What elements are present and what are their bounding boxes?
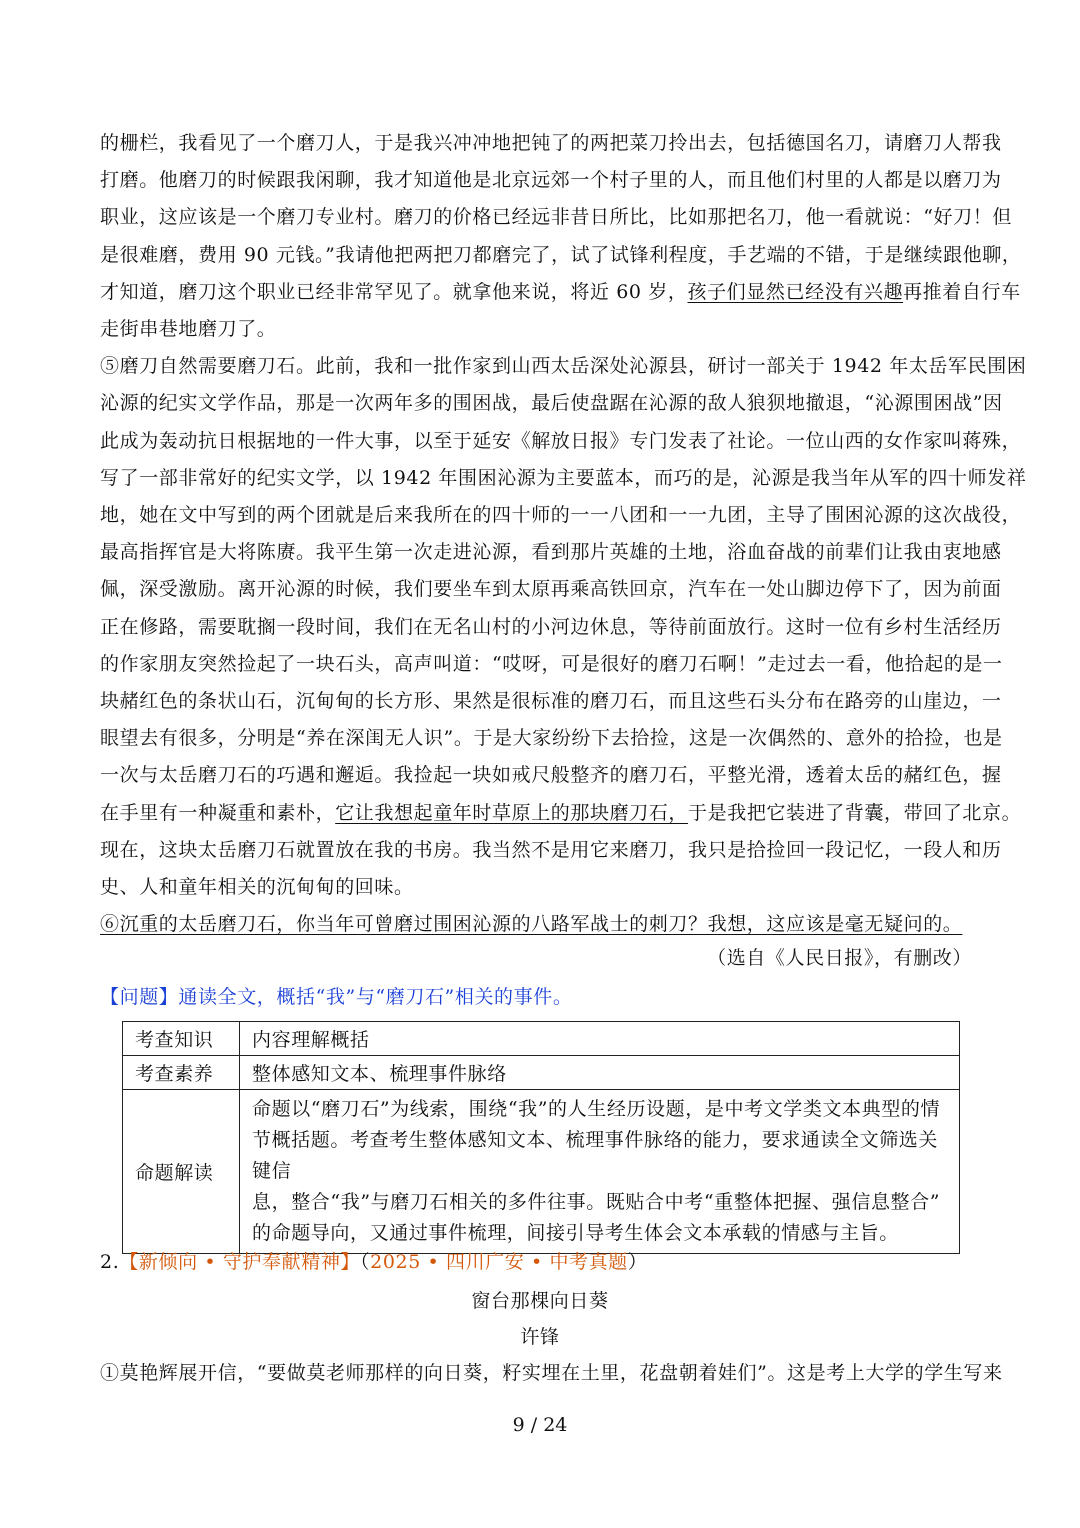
passage-line: 走街串巷地磨刀了。 (100, 318, 277, 340)
passage-line: 写了一部非常好的纪实文学，以 1942 年围困沁源为主要蓝本，而巧的是，沁源是我当年从军的四十师发祥 (100, 467, 1027, 489)
article-author: 许锋 (520, 1326, 560, 1348)
passage-line: 正在修路，需要耽搁一段时间，我们在无名山村的小河边休息，等待前面放行。这时一位有乡村生活经历 (100, 616, 1002, 638)
passage-line (100, 912, 980, 936)
passage-line: 史、人和童年相关的沉甸甸的回味。 (100, 876, 414, 898)
article-title: 窗台那棵向日葵 (471, 1290, 609, 1312)
passage-line: ⑤磨刀自然需要磨刀石。此前，我和一批作家到山西太岳深处沁源县，研讨一部关于 1942 年太岳军民围困 (100, 355, 1027, 377)
article-first-line: ①莫艳辉展开信，“要做莫老师那样的向日葵，籽实埋在土里，花盘朝着娃们”。这是考上大学的学生写来 (100, 1362, 1003, 1384)
passage-line: 打磨。他磨刀的时候跟我闲聊，我才知道他是北京远郊一个村子里的人，而且他们村里的人都是以磨刀为 (100, 169, 1002, 191)
table-key: 考查素养 (123, 1056, 240, 1090)
table-key: 考查知识 (123, 1022, 240, 1056)
table-row (123, 1090, 960, 1254)
passage-line: 最高指挥官是大将陈赓。我平生第一次走进沁源，看到那片英雄的土地，浴血奋战的前辈们让我由衷地感 (100, 541, 1002, 563)
page-number: 9 / 24 (512, 1414, 568, 1436)
table-key: 命题解读 (123, 1090, 240, 1254)
passage-line: 眼望去有很多，分明是“养在深闺无人识”。于是大家纷纷下去拾捡，这是一次偶然的、意外的拾捡，也是 (100, 727, 1003, 749)
passage-line: 一次与太岳磨刀石的巧遇和邂逅。我捡起一块如戒尺般整齐的磨刀石，平整光滑，透着太岳的赭红色，握 (100, 764, 1002, 786)
table-value-line: 的命题导向，又通过事件梳理，间接引导考生体会文本承载的情感与主旨。 (252, 1222, 899, 1244)
underlined-text: ⑥沉重的太岳磨刀石，你当年可曾磨过围困沁源的八路军战士的刺刀？我想，这应该是毫无疑问的。 (100, 913, 963, 935)
table-value-line: 节概括题。考查考生整体感知文本、梳理事件脉络的能力，要求通读全文筛选关键信 (252, 1129, 939, 1182)
passage-line: 此成为轰动抗日根据地的一件大事，以至于延安《解放日报》专门发表了社论。一位山西的女作家叫蒋殊， (100, 430, 1022, 452)
passage-text: 在手里有一种凝重和素朴， (100, 802, 336, 824)
section-tag: 【新倾向 • 守护奉献精神】 (119, 1251, 361, 1273)
underlined-text: 它让我想起童年时草原上的那块磨刀石， (335, 802, 689, 824)
table-row (123, 1022, 960, 1056)
section-number: 2. (100, 1251, 120, 1273)
source-paren-open: （ (360, 1251, 371, 1273)
table-row (123, 1056, 960, 1090)
question-tag: 【问题】 (100, 986, 179, 1008)
passage-line: 职业，这应该是一个磨刀专业村。磨刀的价格已经远非昔日所比，比如那把名刀，他一看就说：“好刀！但 (100, 206, 1012, 228)
table-value: 内容理解概括 (240, 1022, 960, 1056)
table-value: 整体感知文本、梳理事件脉络 (240, 1056, 960, 1090)
source-paren-close: ） (627, 1251, 648, 1273)
question-text: 通读全文，概括“我”与“磨刀石”相关的事件。 (178, 986, 573, 1008)
passage-line: 佩，深受激励。离开沁源的时候，我们要坐车到太原再乘高铁回京，汽车在一处山脚边停下了，因为前面 (100, 578, 1002, 600)
passage-text: 再推着自行车 (903, 281, 1021, 303)
passage-line: 是很难磨，费用 90 元钱。”我请他把两把刀都磨完了，试了试锋利程度，手艺端的不错，于是继续跟他聊， (100, 244, 1022, 266)
passage-text: 于是我把它装进了背囊，带回了北京。 (688, 802, 1022, 824)
passage-line (100, 801, 1022, 825)
source-citation: （选自《人民日报》，有删改） (707, 947, 972, 969)
passage-line: 块赭红色的条状山石，沉甸甸的长方形、果然是很标准的磨刀石，而且这些石头分布在路旁的山崖边，一 (100, 690, 1002, 712)
passage-line: 现在，这块太岳磨刀石就置放在我的书房。我当然不是用它来磨刀，我只是拾捡回一段记忆，一段人和历 (100, 839, 1002, 861)
passage-line: 的作家朋友突然捡起了一块石头，高声叫道：“哎呀，可是很好的磨刀石啊！”走过去一看，他拾起的是一 (100, 653, 1003, 675)
passage-line: 沁源的纪实文学作品，那是一次两年多的围困战，最后使盘踞在沁源的敌人狼狈地撤退，“沁源围困战”因 (100, 392, 1003, 414)
passage-text: 才知道，磨刀这个职业已经非常罕见了。就拿他来说，将近 60 岁， (100, 281, 688, 303)
table-value (240, 1090, 960, 1254)
section-source: 2025 • 四川广安 • 中考真题 (370, 1251, 628, 1273)
table-value-line: 息，整合“我”与磨刀石相关的多件往事。既贴合中考“重整体把握、强信息整合” (252, 1191, 941, 1213)
question (100, 985, 980, 1009)
analysis-table (122, 1021, 960, 1254)
passage-line: 地，她在文中写到的两个团就是后来我所在的四十师的一一八团和一一九团，主导了围困沁源的这次战役， (100, 504, 1022, 526)
passage-line: 的栅栏，我看见了一个磨刀人，于是我兴冲冲地把钝了的两把菜刀拎出去，包括德国名刀，请磨刀人帮我 (100, 132, 1002, 154)
table-value-line: 命题以“磨刀石”为线索，围绕“我”的人生经历设题，是中考文学类文本典型的情 (252, 1098, 941, 1120)
section-2-header (100, 1250, 980, 1274)
passage-line (100, 280, 1021, 304)
underlined-text: 孩子们显然已经没有兴趣 (687, 281, 904, 303)
